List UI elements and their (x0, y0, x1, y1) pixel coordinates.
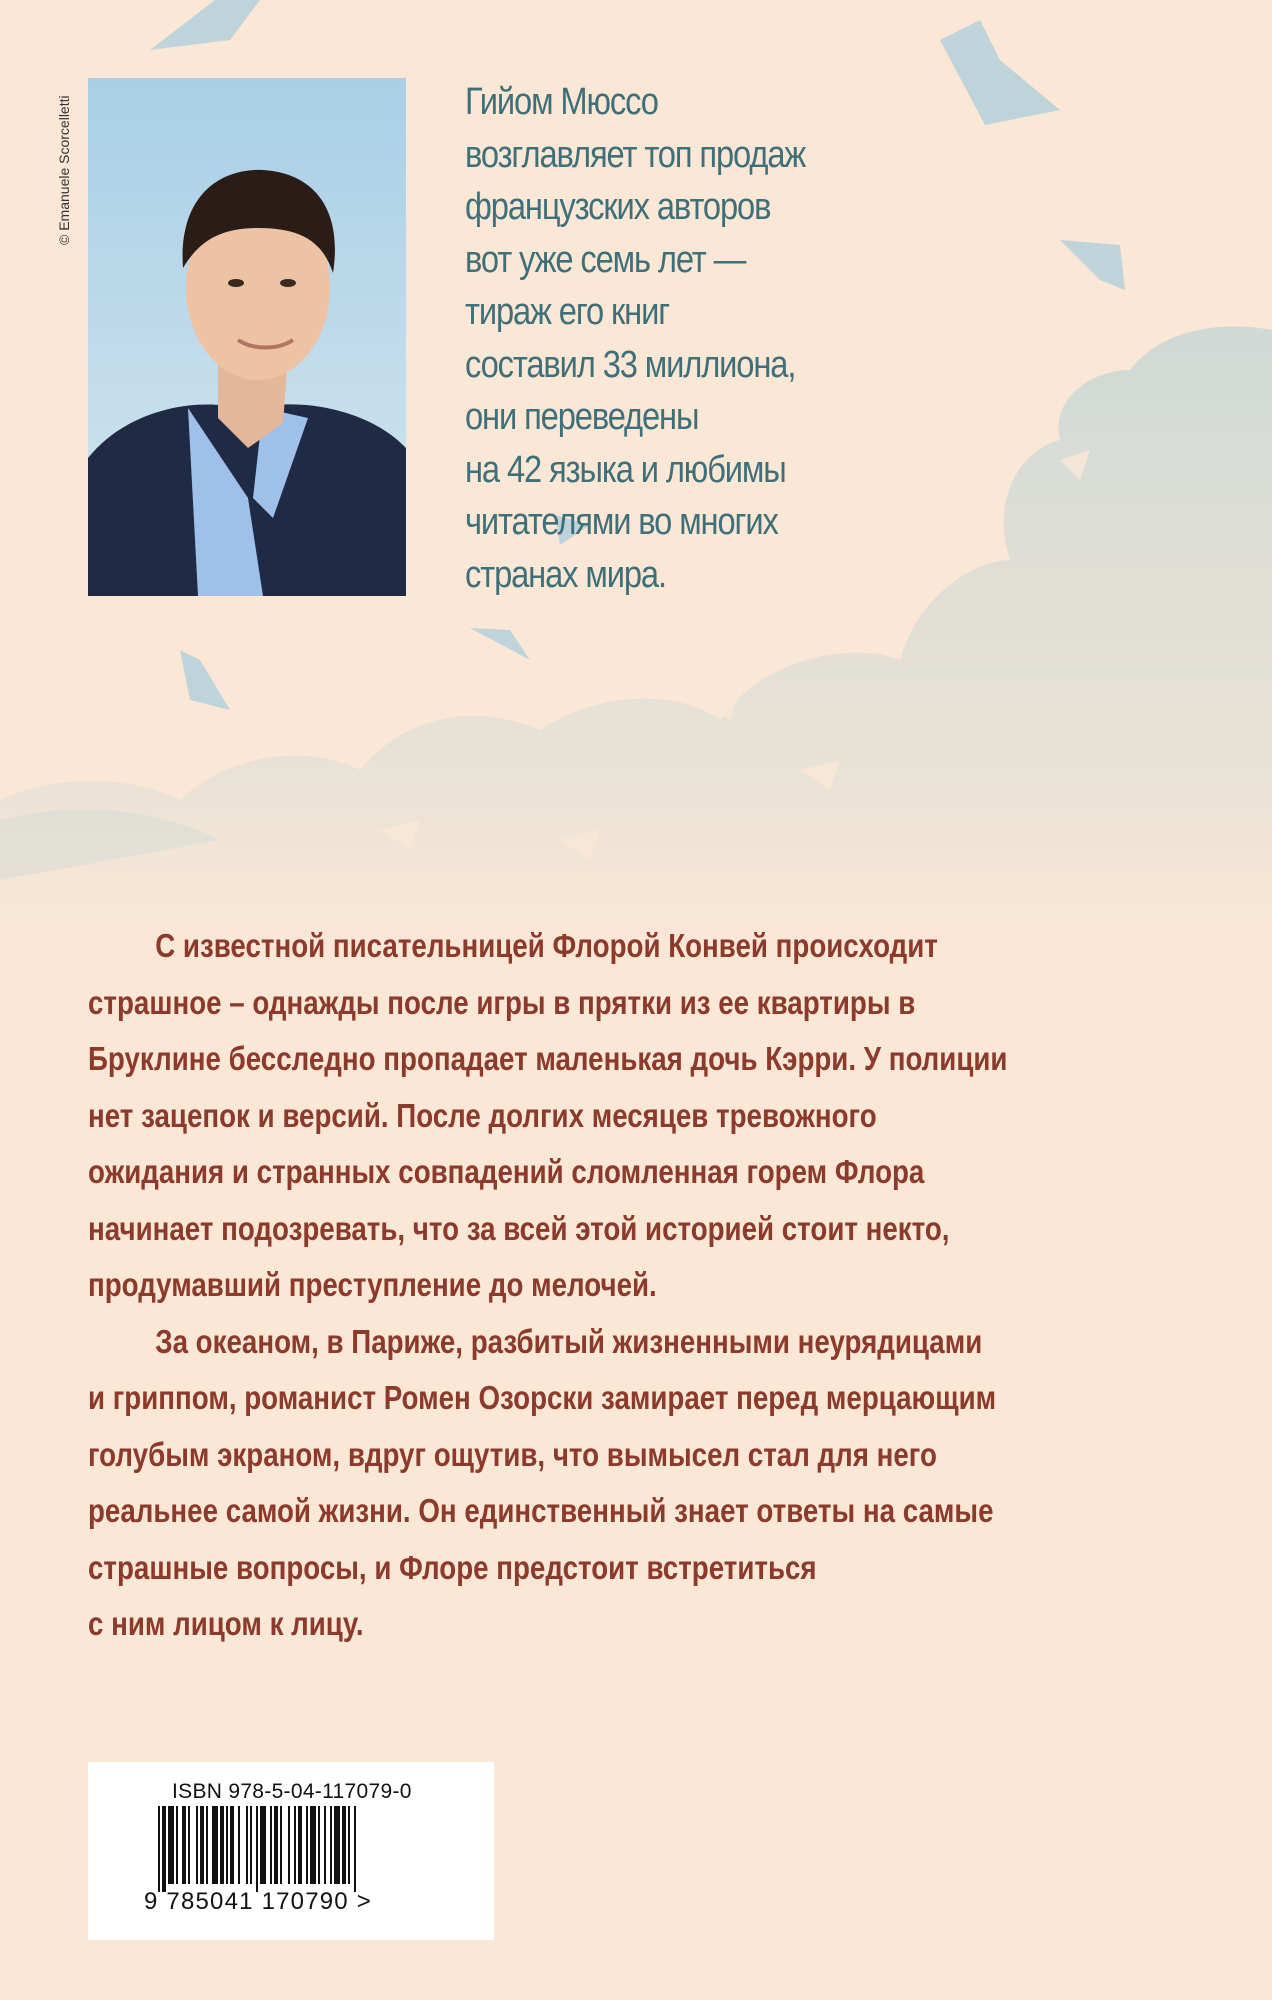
barcode-bar (274, 1806, 278, 1884)
barcode-bar (212, 1806, 218, 1884)
barcode-bar (206, 1806, 208, 1884)
barcode-bar (158, 1806, 160, 1892)
author-portrait (88, 78, 406, 596)
barcode-bar (294, 1806, 296, 1884)
barcode-bar (310, 1806, 316, 1884)
bio-line: составил 33 миллиона, (465, 343, 796, 386)
barcode-bar (230, 1806, 234, 1884)
barcode-bar (324, 1806, 326, 1884)
barcode-bar (220, 1806, 224, 1884)
barcode-bar (196, 1806, 198, 1884)
barcode-bar (298, 1806, 302, 1884)
photo-credit: © Emanuele Scorcelletti (56, 95, 72, 245)
book-description (88, 918, 1128, 1653)
bio-line: возглавляет топ продаж (465, 133, 806, 176)
description-line: начинает подозревать, что за всей этой историей стоит некто, (88, 1209, 950, 1247)
description-line: продумавший преступление до мелочей. (88, 1266, 657, 1303)
bio-line: странах мира. (465, 553, 666, 596)
barcode-bar (246, 1806, 248, 1884)
author-bio (465, 76, 865, 601)
description-line: страшные вопросы, и Флоре предстоит встретиться (88, 1548, 817, 1586)
barcode-bar (318, 1806, 320, 1884)
bio-line: они переведены (465, 396, 699, 438)
bio-line: Гийом Мюссо (465, 81, 658, 123)
description-line: За океаном, в Париже, разбитый жизненными неурядицами (155, 1322, 983, 1360)
description-line: страшное – однажды после игры в прятки из ее квартиры в (88, 983, 916, 1021)
bio-line: французских авторов (465, 186, 771, 228)
bio-line: на 42 языка и любимы (465, 448, 786, 491)
bio-line: вот уже семь лет — (465, 238, 746, 281)
barcode-bar (226, 1806, 228, 1884)
barcode-bars (158, 1806, 438, 1892)
barcode-bar (330, 1806, 332, 1884)
barcode-bar (280, 1806, 282, 1884)
description-line: нет зацепок и версий. После долгих месяцев тревожного (88, 1096, 877, 1134)
isbn-barcode (88, 1762, 494, 1940)
barcode-bar (168, 1806, 174, 1884)
isbn-label: ISBN 978-5-04-117079-0 (172, 1780, 412, 1803)
barcode-bar (334, 1806, 340, 1884)
barcode-bar (354, 1806, 356, 1892)
description-line: с ним лицом к лицу. (88, 1605, 364, 1642)
barcode-bar (176, 1806, 178, 1884)
barcode-bar (306, 1806, 308, 1884)
description-line: С известной писательницей Флорой Конвей происходит (155, 927, 938, 964)
description-line: реальнее самой жизни. Он единственный знает ответы на самые (88, 1492, 994, 1529)
description-line: голубым экраном, вдруг ощутив, что вымысел стал для него (88, 1435, 937, 1473)
description-line: и гриппом, романист Ромен Озорски замирает перед мерцающим (88, 1379, 997, 1416)
barcode-bar (162, 1806, 166, 1892)
barcode-bar (188, 1806, 190, 1884)
barcode-bar (348, 1806, 350, 1884)
barcode-bar (342, 1806, 346, 1884)
barcode-bar (238, 1806, 240, 1884)
description-line: Бруклине бесследно пропадает маленькая дочь Кэрри. У полиции (88, 1040, 1008, 1077)
barcode-bar (182, 1806, 186, 1884)
barcode-bar (260, 1806, 266, 1884)
barcode-digits: 9 785041 170790 > (144, 1888, 372, 1915)
barcode-bar (270, 1806, 272, 1884)
bio-line: тираж его книг (465, 291, 670, 333)
barcode-bar (250, 1806, 252, 1884)
description-line: ожидания и странных совпадений сломленная горем Флора (88, 1153, 925, 1190)
bio-line: читателями во многих (465, 501, 778, 543)
barcode-bar (200, 1806, 204, 1884)
barcode-bar (288, 1806, 290, 1884)
barcode-bar (256, 1806, 258, 1892)
